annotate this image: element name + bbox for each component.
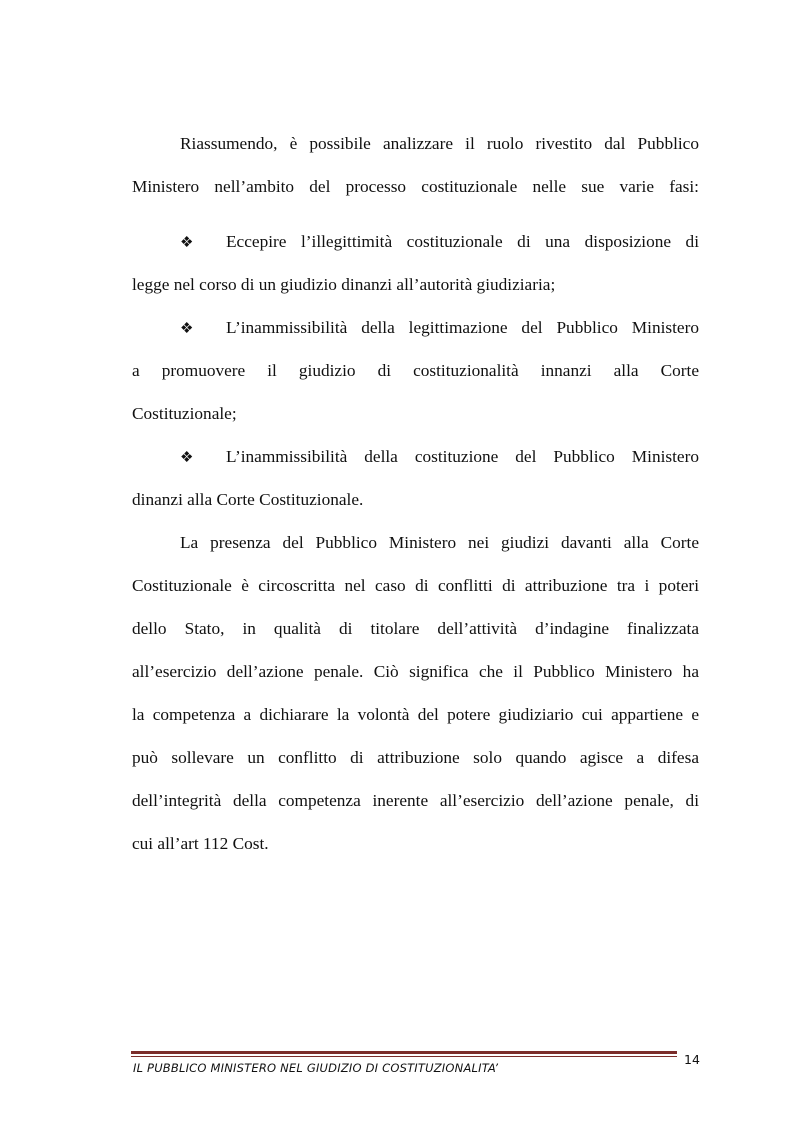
body-text bbox=[132, 126, 699, 869]
paragraph-2-line: dello Stato, in qualità di titolare dell’attività d’indagine finalizzata bbox=[132, 619, 699, 638]
bullet-3-line: dinanzi alla Corte Costituzionale. bbox=[132, 490, 364, 509]
paragraph-1-line: Riassumendo, è possibile analizzare il ruolo rivestito dal Pubblico bbox=[180, 134, 699, 153]
page-number: 14 bbox=[684, 1052, 700, 1067]
bullet-diamond-icon: ❖ bbox=[180, 235, 194, 251]
bullet-2-line: L’inammissibilità della legittimazione del Pubblico Ministero bbox=[226, 318, 699, 337]
bullet-1-line: Eccepire l’illegittimità costituzionale di una disposizione di bbox=[226, 232, 699, 251]
bullet-1-line: legge nel corso di un giudizio dinanzi all’autorità giudiziaria; bbox=[132, 275, 556, 294]
bullet-3-line: L’inammissibilità della costituzione del Pubblico Ministero bbox=[226, 447, 699, 466]
paragraph-2-line: dell’integrità della competenza inerente all’esercizio dell’azione penale, di bbox=[132, 791, 699, 810]
paragraph-2-line: può sollevare un conflitto di attribuzione solo quando agisce a difesa bbox=[132, 748, 699, 767]
footer-rule-thick bbox=[131, 1051, 677, 1054]
paragraph-2-line: cui all’art 112 Cost. bbox=[132, 834, 269, 853]
bullet-item-3 bbox=[132, 439, 699, 482]
paragraph-2-line: La presenza del Pubblico Ministero nei giudizi davanti alla Corte bbox=[180, 533, 699, 552]
paragraph-2-line: la competenza a dichiarare la volontà del potere giudiziario cui appartiene e bbox=[132, 705, 699, 724]
paragraph-1-line: Ministero nell’ambito del processo costituzionale nelle sue varie fasi: bbox=[132, 177, 699, 196]
running-footer-title: IL PUBBLICO MINISTERO NEL GIUDIZIO DI COSTITUZIONALITA’ bbox=[133, 1061, 499, 1075]
bullet-item-2 bbox=[132, 310, 699, 353]
bullet-item-1 bbox=[132, 224, 699, 267]
paragraph-2-line: all’esercizio dell’azione penale. Ciò significa che il Pubblico Ministero ha bbox=[132, 662, 699, 681]
paragraph-2-line: Costituzionale è circoscritta nel caso di conflitti di attribuzione tra i poteri bbox=[132, 576, 699, 595]
bullet-2-line: Costituzionale; bbox=[132, 404, 237, 423]
bullet-2-line: a promuovere il giudizio di costituzionalità innanzi alla Corte bbox=[132, 361, 699, 380]
bullet-diamond-icon: ❖ bbox=[180, 450, 194, 466]
bullet-diamond-icon: ❖ bbox=[180, 321, 194, 337]
footer-rule-thin bbox=[131, 1056, 677, 1057]
